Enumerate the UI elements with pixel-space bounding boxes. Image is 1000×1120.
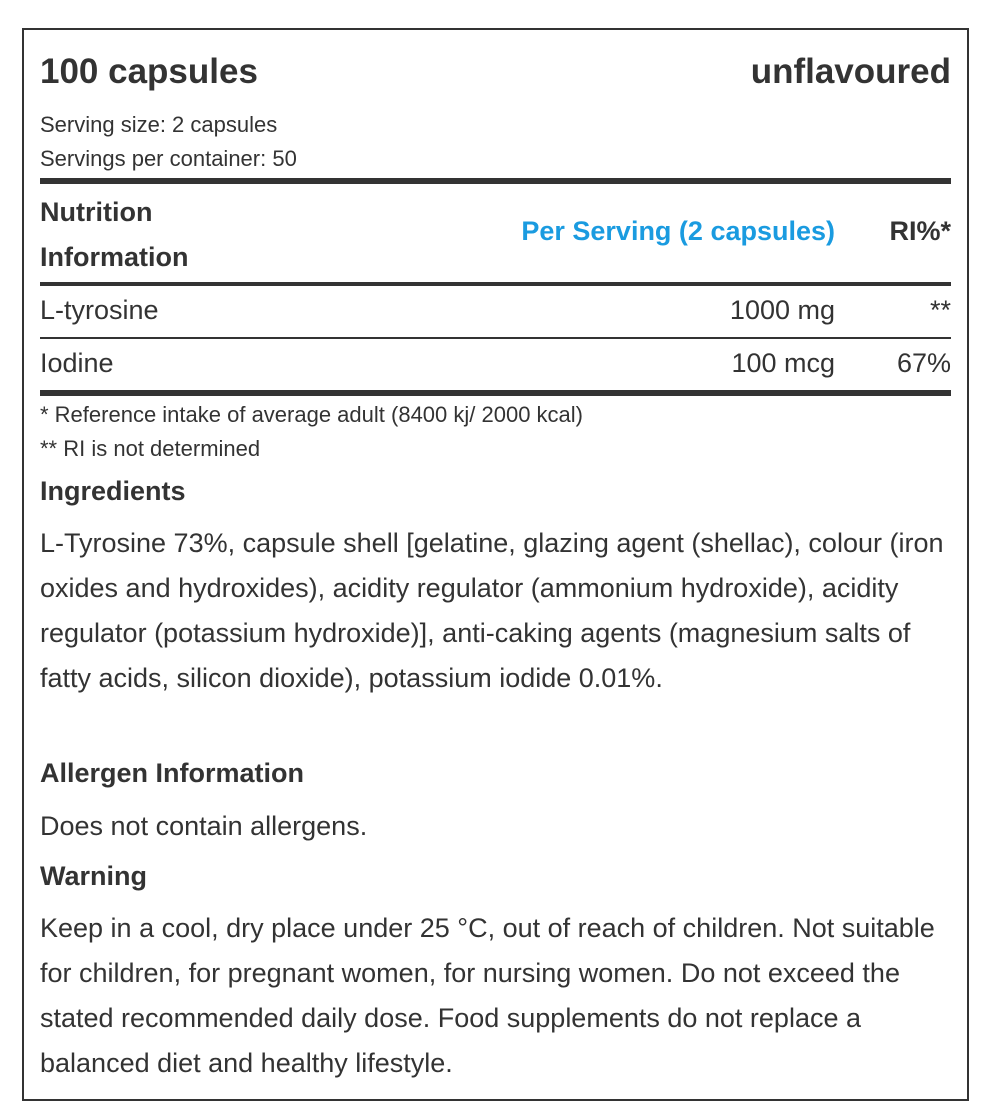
nutrition-table-title xyxy=(40,190,260,280)
nutrient-name: L-tyrosine xyxy=(40,295,159,325)
ingredients-title: Ingredients xyxy=(40,476,186,506)
nutrition-row xyxy=(40,295,951,335)
nutrient-amount: 100 mcg xyxy=(731,348,835,378)
nutrient-ri: ** xyxy=(929,295,951,325)
divider-row xyxy=(40,337,951,339)
warning-text: Keep in a cool, dry place under 25 °C, out of reach of children. Not suitable for children, for pregnant women, for nursing women. Do not exceed the stated recommended daily dose. Food supplements do not replace a balanced diet and healthy lifestyle. xyxy=(40,913,935,1078)
nutrient-amount: 1000 mg xyxy=(729,295,835,325)
allergen-text: Does not contain allergens. xyxy=(40,811,368,841)
nutrition-row xyxy=(40,348,951,388)
label-header xyxy=(40,52,951,102)
footnote-reference-intake: * Reference intake of average adult (8400 kj/ 2000 kcal) xyxy=(40,402,583,427)
nutrition-title-line2: Information xyxy=(40,242,189,272)
nutrition-title-line1: Nutrition xyxy=(40,197,153,227)
serving-size: Serving size: 2 capsules xyxy=(40,112,278,137)
supplement-facts-label xyxy=(22,28,969,1101)
capsule-count: 100 capsules xyxy=(40,52,258,91)
divider-header xyxy=(40,282,951,286)
ingredients-text: L-Tyrosine 73%, capsule shell [gelatine, glazing agent (shellac), colour (iron oxides and hydroxides), acidity regulator (ammonium hydroxide), acidity regulator (potassium hydroxide)], anti-caking agents (magnesium salts of fatty acids, silicon dioxide), potassium iodide 0.01%. xyxy=(40,528,944,693)
servings-per-container: Servings per container: 50 xyxy=(40,146,297,171)
divider-thick-bottom xyxy=(40,390,951,396)
divider-thick-top xyxy=(40,178,951,184)
ri-header: RI%* xyxy=(889,216,951,246)
nutrient-ri: 67% xyxy=(896,348,951,378)
per-serving-header: Per Serving (2 capsules) xyxy=(521,216,835,246)
footnote-ri-not-determined: ** RI is not determined xyxy=(40,436,261,461)
nutrient-name: Iodine xyxy=(40,348,114,378)
flavour: unflavoured xyxy=(750,52,951,91)
warning-title: Warning xyxy=(40,861,147,891)
allergen-title: Allergen Information xyxy=(40,758,305,788)
